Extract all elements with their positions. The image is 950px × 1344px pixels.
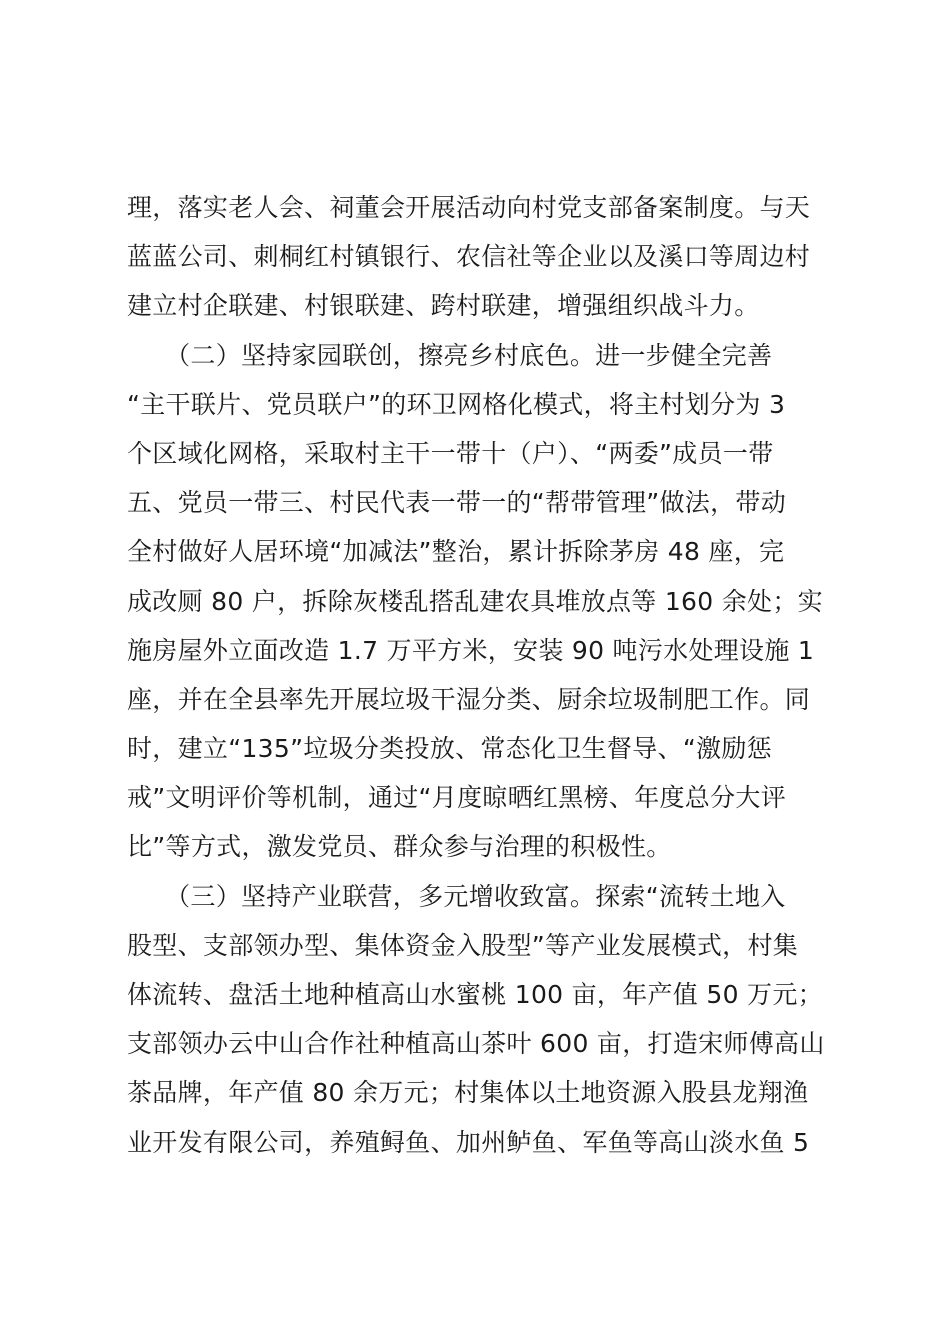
text-line: 五、党员一带三、村民代表一带一的“帮带管理”做法，带动 xyxy=(127,488,787,518)
text-line: 全村做好人居环境“加减法”整治，累计拆除茅房 48 座，完 xyxy=(127,537,785,567)
text-line: 戒”文明评价等机制，通过“月度晾晒红黑榜、年度总分大评 xyxy=(127,783,787,813)
text-line: 时，建立“135”垃圾分类投放、常态化卫生督导、“激励惩 xyxy=(127,734,772,764)
text-line: 成改厕 80 户，拆除灰楼乱搭乱建农具堆放点等 160 余处；实 xyxy=(127,586,823,616)
text-line: 业开发有限公司，养殖鲟鱼、加州鲈鱼、军鱼等高山淡水鱼 5 xyxy=(127,1127,810,1157)
text-line: 体流转、盘活土地种植高山水蜜桃 100 亩，年产值 50 万元； xyxy=(127,980,823,1009)
text-line: 股型、支部领办型、集体资金入股型”等产业发展模式，村集 xyxy=(127,930,799,960)
text-line: 茶品牌，年产值 80 余万元；村集体以土地资源入股县龙翔渔 xyxy=(127,1078,809,1108)
text-line: 个区域化网格，采取村主干一带十（户）、“两委”成员一带 xyxy=(127,438,774,468)
paragraph-heading-line: （三）坚持产业联营，多元增收致富。探索“流转土地入 xyxy=(127,881,786,911)
text-line: 施房屋外立面改造 1.7 万平方米，安装 90 吨污水处理设施 1 xyxy=(127,635,815,665)
body-text xyxy=(127,183,837,1167)
text-line: “主干联片、党员联户”的环卫网格化模式，将主村划分为 3 xyxy=(127,389,786,419)
text-line: 蓝蓝公司、刺桐红村镇银行、农信社等企业以及溪口等周边村 xyxy=(127,242,811,272)
text-line: 座，并在全县率先开展垃圾干湿分类、厨余垃圾制肥工作。同 xyxy=(127,684,811,714)
text-line: 比”等方式，激发党员、群众参与治理的积极性。 xyxy=(127,832,672,862)
text-line: 理，落实老人会、祠董会开展活动向村党支部备案制度。与天 xyxy=(127,193,811,222)
text-line: 支部领办云中山合作社种植高山茶叶 600 亩，打造宋师傅高山 xyxy=(127,1029,825,1059)
text-line: 建立村企联建、村银联建、跨村联建，增强组织战斗力。 xyxy=(127,291,760,321)
paragraph-heading-line: （二）坚持家园联创，擦亮乡村底色。进一步健全完善 xyxy=(127,340,773,370)
